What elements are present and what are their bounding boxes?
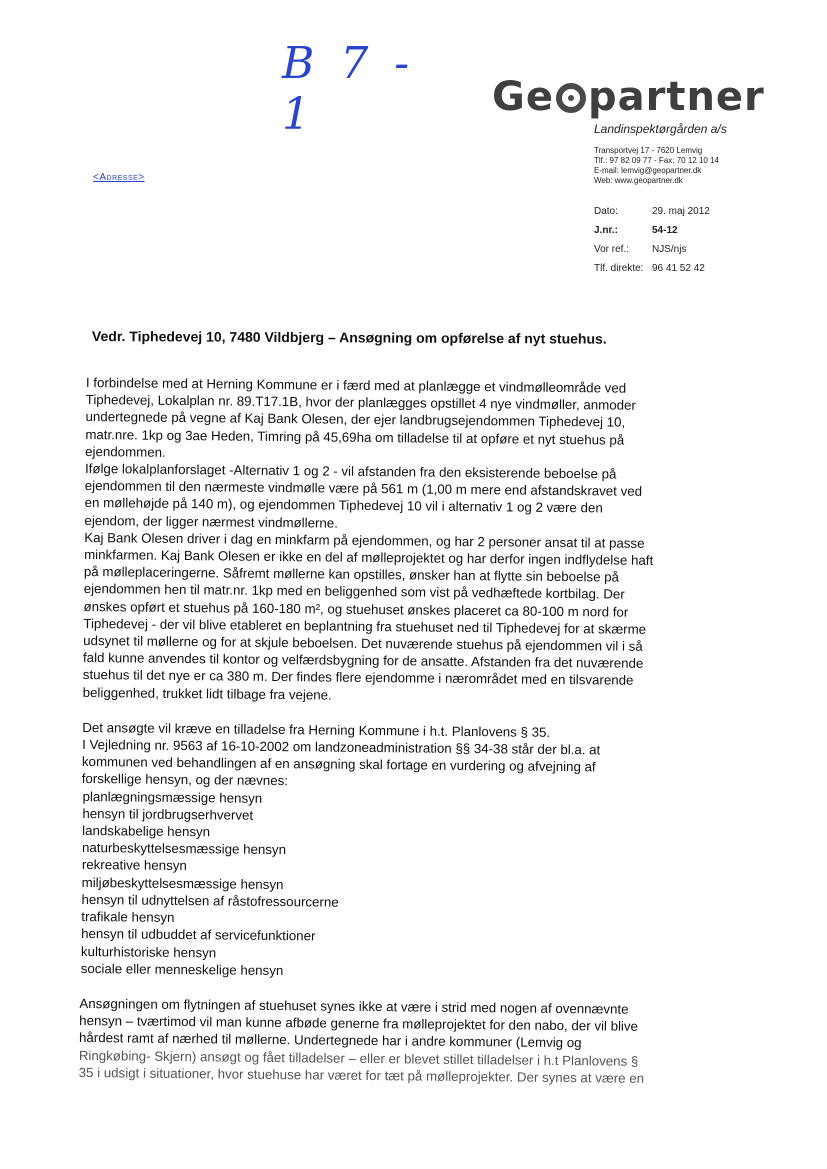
list-item: landskabelige hensyn [82,823,211,840]
meta-value: NJS/njs [652,244,687,255]
paragraph-3 [79,995,720,1088]
text-line: ejendommen. [85,443,166,460]
text-line: I Vejledning nr. 9563 af 16-10-2002 om landzoneadministration §§ 34-38 står der bl.a. at [82,737,601,758]
meta-phone-row [594,263,710,282]
meta-case-row [594,225,710,244]
list-item: hensyn til udnyttelsen af råstofressourcerne [81,891,339,910]
considerations-list [80,788,722,984]
company-tagline: Landinspektørgården a/s [594,122,727,136]
meta-date-row [594,206,710,225]
meta-value: 96 41 52 42 [652,263,705,274]
list-item: miljøbeskyttelsesmæssige hensyn [81,874,284,892]
text-line: kommunen ved behandlingen af en ansøgning skal fortage en vurdering og afvejning af [81,754,596,775]
text-line: Ringkøbing- Skjern) ansøgt og fået tilladelser – eller er blevet stillet tilladelser i h.t Planlovens § [78,1047,639,1069]
contact-email: E-mail: lemvig@geopartner.dk [594,166,702,175]
text-line: hensyn – tværtimod vil man kunne afbøde generne fra mølleprojektet for den nabo, der vil blive [79,1013,639,1034]
meta-label: Tlf. direkte: [594,263,644,274]
text-line: undertegnede på vegne af Kaj Bank Olesen, der ejer landbrugsejendommen Tiphedevej 10, [85,409,626,431]
meta-ref-row [594,244,710,263]
company-logo [492,74,765,124]
text-line: stuehus til det nye er ca 380 m. Der findes flere ejendomme i nærområdet med en tilsvarende [82,667,634,689]
text-line: Det ansøgte vil kræve en tilladelse fra Herning Kommune i h.t. Planlovens § 35. [82,719,551,740]
letter-meta [594,206,710,282]
text-line: ønskes opført et stuehus på 160-180 m², og stuehuset ønskes placeret ca 80-100 m nord for [83,598,629,620]
letter-body [79,374,726,1088]
meta-value: 29. maj 2012 [652,206,710,217]
logo-text-start: Ge [492,74,554,120]
meta-label: Vor ref.: [594,244,630,255]
list-item: naturbeskyttelsesmæssige hensyn [81,840,287,858]
meta-label: J.nr.: [594,225,618,236]
contact-address: Transportvej 17 - 7620 Lemvig [594,146,703,155]
logo-text-end: partner [587,74,765,120]
text-line: I forbindelse med at Herning Kommune er i færd med at planlægge et vindmølleområde ved [85,374,627,396]
text-line: matr.nre. 1kp og 3ae Heden, Timring på 45,69ha om tilladelse til at opføre et nyt stuehus på [85,426,625,448]
text-line: en møllehøjde på 140 m), og ejendommen Tiphedevej 10 vil i alternativ 1 og 2 være den [84,495,603,516]
text-line: Tiphedevej, Lokalplan nr. 89.T17.1B, hvor der planlægges opstillet 4 nye vindmøller, anmoder [85,392,636,413]
text-line: Ifølge lokalplanforslaget -Alternativ 1 og 2 - vil afstanden fra den eksisterende beboelse på [84,461,617,482]
meta-value: 54-12 [652,225,678,236]
contact-phone: Tlf.: 97 82 09 77 - Fax: 70 12 10 14 [594,156,719,165]
text-line: på mølleplaceringerne. Såfremt møllerne kan opstilles, ønsker han at flytte sin beboelse på [83,564,620,585]
text-line: Ansøgningen om flytningen af stuehuset synes ikke at være i strid med nogen af ovennævnte [79,995,629,1017]
list-item: kulturhistoriske hensyn [80,943,217,960]
text-line: forskellige hensyn, og der nævnes: [81,771,289,789]
text-line: udsynet til møllerne og for at skjule beboelsen. Det nuværende stuehus på ejendommen vil i så [83,633,643,654]
text-line: minkfarmen. Kaj Bank Olesen er ikke en del af mølleprojektet og har derfor ingen indflydelse haft [84,547,654,568]
text-line: fald kunne anvendes til kontor og velfærdsbygning for de ansatte. Afstanden fra det nuværende [82,650,644,672]
contact-web: Web: www.geopartner.dk [594,176,683,185]
company-contact [594,146,719,186]
list-item: sociale eller menneskelige hensyn [80,960,284,978]
text-line: Kaj Bank Olesen driver i dag en minkfarm på ejendommen, og har 2 personer ansat til at passe [84,529,645,551]
letter-subject: Vedr. Tiphedevej 10, 7480 Vildbjerg – Ansøgning om opførelse af nyt stuehus. [91,328,607,347]
list-item: trafikale hensyn [81,909,175,926]
text-line: ejendommen til den nærmeste vindmølle være på 561 m (1,00 m mere end afstandskravet ved [84,478,643,500]
text-line: hårdest ramt af nærhed til møllerne. Undertegnede har i andre kommuner (Lemvig og [78,1030,582,1051]
text-line: beliggenhed, trukket lidt tilbage fra vejene. [82,684,332,703]
meta-label: Dato: [594,206,618,217]
list-item: planlægningsmæssige hensyn [82,788,263,806]
paragraph-2 [82,719,723,795]
text-line: Tiphedevej - der vil blive etableret en beplantning fra stuehuset ned til Tiphedevej for at skærme [83,615,647,637]
list-item: hensyn til udbuddet af servicefunktioner [81,926,316,944]
text-line: ejendommen hen til matr.nr. 1kp med en beliggenhed som vist på vedhæftede kortbilag. Der [83,581,625,603]
logo-ring-icon [556,83,586,113]
paragraph-1 [83,374,726,708]
text-line: ejendom, der ligger nærmest vindmøllerne. [84,512,339,531]
address-placeholder-field[interactable]: <Adresse> [93,172,145,183]
handwritten-note: B 7 - 1 [282,38,416,140]
list-item: rekreative hensyn [81,857,187,874]
text-line: 35 i udsigt i situationer, hvor stuehuse har været for tæt på mølleprojekter. Der synes at være en [78,1064,645,1086]
list-item: hensyn til jordbrugserhvervet [82,805,254,823]
